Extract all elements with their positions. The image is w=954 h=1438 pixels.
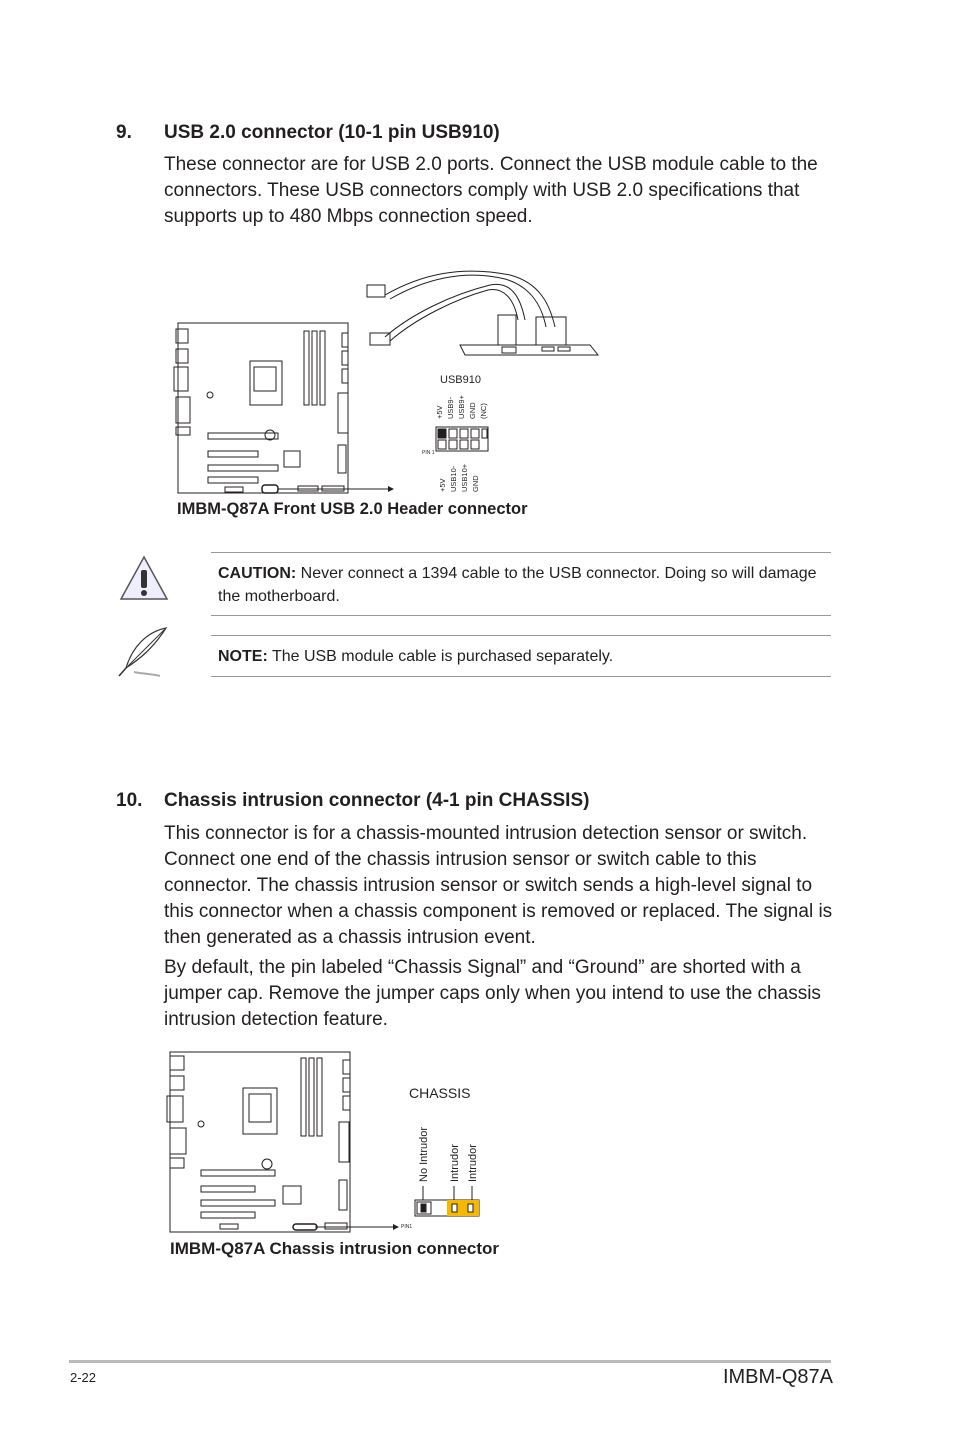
chassis-figure-caption: IMBM-Q87A Chassis intrusion connector	[170, 1239, 500, 1258]
note-box	[211, 635, 831, 677]
usb-header-label: USB910	[440, 374, 481, 386]
chassis-pin-header	[415, 1200, 479, 1216]
pin-label: +5V	[435, 405, 444, 419]
pin1-label: PIN 1	[422, 450, 435, 456]
pin-label: +5V	[438, 478, 447, 492]
section-10-number: 10.	[116, 790, 143, 811]
note-text: The USB module cable is purchased separately.	[271, 648, 614, 665]
usb910-pin-header	[436, 427, 488, 451]
motherboard-layout-1	[174, 323, 348, 493]
section-10-body-1: This connector is for a chassis-mounted intrusion detection sensor or switch. Connect one end of the chassis intrusion sensor or switch cable to this connector. The chassis intrusion sensor or switch sends a high-level signal to this connector when a chassis component is removed or replaced. The signal is then generated as a chassis intrusion event.	[164, 823, 833, 948]
page-number: 2-22	[70, 1370, 97, 1385]
pin-label: USB9-	[446, 396, 455, 419]
pin-label: (NC)	[479, 403, 488, 419]
pin-label: USB10+	[460, 463, 469, 492]
chassis-header-diagram	[165, 1048, 495, 1238]
section-9-number: 9.	[116, 122, 132, 143]
chassis-pin1-label: PIN1	[401, 1224, 413, 1230]
pin-label: GND	[471, 475, 480, 492]
caution-label: CAUTION:	[218, 565, 297, 582]
note-label: NOTE:	[218, 648, 268, 665]
motherboard-layout-2	[167, 1052, 350, 1232]
pin-label: USB9+	[457, 395, 466, 419]
usb-bottom-pin-labels	[438, 463, 480, 492]
pin-label: USB10-	[449, 465, 458, 492]
section-9-body: These connector are for USB 2.0 ports. Connect the USB module cable to the connectors. These USB connectors comply with USB 2.0 specifications that supports up to 480 Mbps connection speed.	[164, 154, 818, 227]
footer-product: IMBM-Q87A	[722, 1366, 833, 1388]
usb-header-diagram	[170, 255, 630, 500]
pin-label: No Intrudor	[418, 1126, 430, 1182]
chassis-pin-labels	[418, 1127, 479, 1182]
caution-text: Never connect a 1394 cable to the USB connector. Doing so will damage the motherboard.	[218, 565, 817, 605]
section-9-title: USB 2.0 connector (10-1 pin USB910)	[164, 122, 500, 143]
pin-label: GND	[468, 402, 477, 419]
usb-cable-bracket	[367, 271, 598, 355]
chassis-header-label: CHASSIS	[409, 1085, 471, 1101]
pin-label: Intrudor	[449, 1144, 461, 1182]
footer-rule	[69, 1360, 831, 1363]
usb-figure-caption: IMBM-Q87A Front USB 2.0 Header connector	[177, 500, 528, 518]
caution-box	[211, 552, 831, 616]
section-10-title: Chassis intrusion connector (4-1 pin CHASSIS)	[164, 790, 590, 811]
pin-label: Intrudor	[467, 1144, 479, 1182]
usb-top-pin-labels	[435, 394, 488, 419]
warning-triangle-icon	[118, 554, 170, 602]
feather-quill-icon	[116, 624, 172, 680]
section-10-body-2: By default, the pin labeled “Chassis Signal” and “Ground” are shorted with a jumper cap. Remove the jumper caps only when you intend to use the chassis intrusion detection feature.	[164, 957, 821, 1030]
